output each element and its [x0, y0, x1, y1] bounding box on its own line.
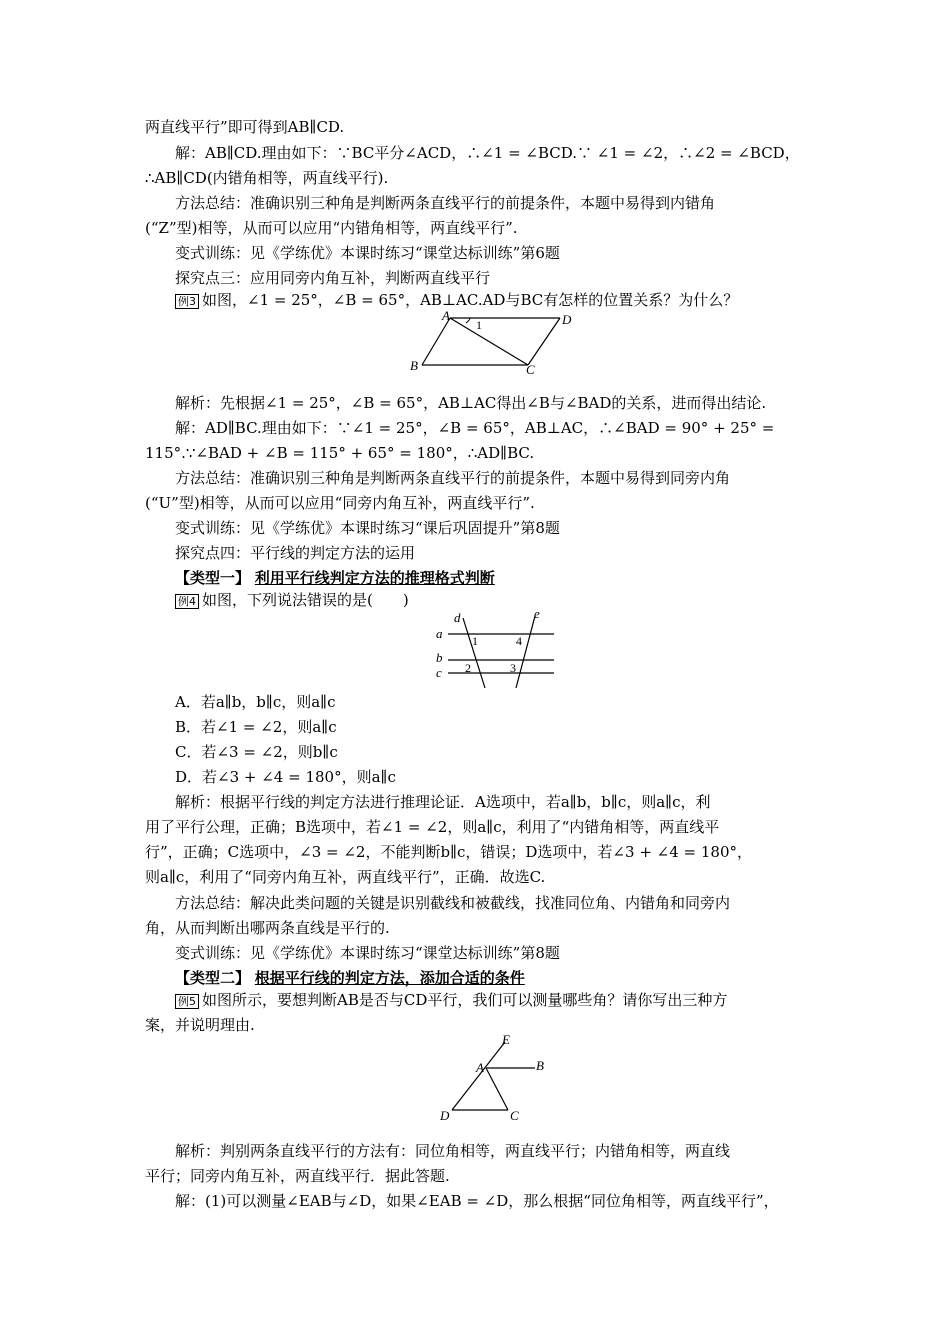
- text-line: 则a∥c，利用了“同旁内角互补，两直线平行”，正确．故选C.: [145, 868, 546, 886]
- type-two-heading: [175, 968, 525, 988]
- type-tag: 【类型二】: [175, 969, 251, 987]
- text-line: 探究点三：应用同旁内角互补，判断两直线平行: [175, 269, 491, 287]
- example-badge: 例5: [175, 994, 199, 1009]
- label-D: D: [440, 1108, 450, 1123]
- example-5-question: [175, 990, 727, 1010]
- label-A: A: [476, 1060, 484, 1075]
- option-d: D．若∠3 + ∠4 = 180°，则a∥c: [175, 768, 396, 786]
- question-text: 如图，∠1 = 25°，∠B = 65°，AB⊥AC.AD与BC有怎样的位置关系？为什么？: [202, 291, 739, 309]
- text-line: 方法总结：准确识别三种角是判断两条直线平行的前提条件，本题中易得到内错角: [175, 194, 716, 212]
- text-line: 案，并说明理由.: [145, 1016, 255, 1034]
- type-one-heading: [175, 568, 495, 588]
- label-E: E: [502, 1032, 510, 1047]
- label-angle-2: 2: [465, 661, 471, 675]
- question-text: 如图，下列说法错误的是( ): [202, 591, 409, 609]
- label-D: D: [562, 312, 572, 327]
- label-b: b: [436, 650, 443, 665]
- text-line: 角，从而判断出哪两条直线是平行的.: [145, 919, 390, 937]
- label-B: B: [410, 358, 418, 373]
- question-text: 如图所示，要想判断AB是否与CD平行，我们可以测量哪些角？请你写出三种方: [202, 991, 728, 1009]
- text-line: 解析：根据平行线的判定方法进行推理论证．A选项中，若a∥b，b∥c，则a∥c，利: [175, 793, 711, 811]
- text-line: 方法总结：解决此类问题的关键是识别截线和被截线，找准同位角、内错角和同旁内: [175, 894, 731, 912]
- example-badge: 例3: [175, 294, 199, 309]
- label-A: A: [442, 308, 450, 323]
- text-line: 用了平行公理，正确；B选项中，若∠1 = ∠2，则a∥c，利用了“内错角相等，两直线平: [145, 818, 720, 836]
- text-line: 解：AD∥BC.理由如下：∵∠1 = 25°，∠B = 65°，AB⊥AC，∴∠BAD = 90° + 25° =: [175, 419, 775, 437]
- text-line: 115°.∵∠BAD + ∠B = 115° + 65° = 180°，∴AD∥BC.: [145, 444, 535, 462]
- text-line: 变式训练：见《学练优》本课时练习“课堂达标训练”第6题: [175, 244, 560, 262]
- text-line: 方法总结：准确识别三种角是判断两条直线平行的前提条件，本题中易得到同旁内角: [175, 469, 731, 487]
- label-B: B: [536, 1058, 544, 1073]
- label-d: d: [454, 610, 461, 625]
- option-b: B．若∠1 = ∠2，则a∥c: [175, 718, 337, 736]
- label-angle-1: 1: [472, 634, 478, 648]
- label-c: c: [436, 665, 442, 680]
- text-line: ∴AB∥CD(内错角相等，两直线平行).: [145, 169, 389, 187]
- option-c: C．若∠3 = ∠2，则b∥c: [175, 743, 338, 761]
- label-angle-1: 1: [476, 318, 482, 332]
- type-tag: 【类型一】: [175, 569, 251, 587]
- figure-triangle: [430, 1030, 560, 1125]
- text-line: 两直线平行”即可得到AB∥CD.: [145, 118, 345, 136]
- label-e: e: [534, 606, 540, 621]
- figure-parallelogram: [400, 310, 590, 375]
- example-3-question: [175, 290, 738, 310]
- text-line: 解：AB∥CD.理由如下：∵BC平分∠ACD，∴∠1 = ∠BCD.∵ ∠1 = ∠2，∴∠2 = ∠BCD，: [175, 144, 800, 162]
- text-line: 行”，正确；C选项中，∠3 = ∠2，不能判断b∥c，错误；D选项中，若∠3 + ∠4 = 180°，: [145, 843, 752, 861]
- label-C: C: [510, 1108, 519, 1123]
- text-line: 变式训练：见《学练优》本课时练习“课堂达标训练”第8题: [175, 944, 560, 962]
- example-badge: 例4: [175, 594, 199, 609]
- example-4-question: [175, 590, 409, 610]
- text-line: 解析：先根据∠1 = 25°，∠B = 65°，AB⊥AC得出∠B与∠BAD的关系，进而得出结论.: [175, 394, 767, 412]
- text-line: 解：(1)可以测量∠EAB与∠D，如果∠EAB = ∠D，那么根据“同位角相等，两直线平行”，: [175, 1192, 779, 1210]
- option-a: A．若a∥b，b∥c，则a∥c: [175, 693, 336, 711]
- text-line: 变式训练：见《学练优》本课时练习“课后巩固提升”第8题: [175, 519, 560, 537]
- label-angle-3: 3: [510, 661, 516, 675]
- text-line: 解析：判别两条直线平行的方法有：同位角相等，两直线平行；内错角相等，两直线: [175, 1142, 731, 1160]
- label-C: C: [526, 362, 535, 377]
- type-title: 利用平行线判定方法的推理格式判断: [254, 569, 495, 587]
- text-line: (“U”型)相等，从而可以应用“同旁内角互补，两直线平行”.: [145, 494, 535, 512]
- text-line: (“Z”型)相等，从而可以应用“内错角相等，两直线平行”.: [145, 219, 518, 237]
- text-line: 平行；同旁内角互补，两直线平行．据此答题.: [145, 1167, 450, 1185]
- figure-transversals: [430, 606, 560, 690]
- text-line: 探究点四：平行线的判定方法的运用: [175, 544, 416, 562]
- label-a: a: [436, 626, 443, 641]
- label-angle-4: 4: [516, 634, 522, 648]
- type-title: 根据平行线的判定方法，添加合适的条件: [254, 969, 525, 987]
